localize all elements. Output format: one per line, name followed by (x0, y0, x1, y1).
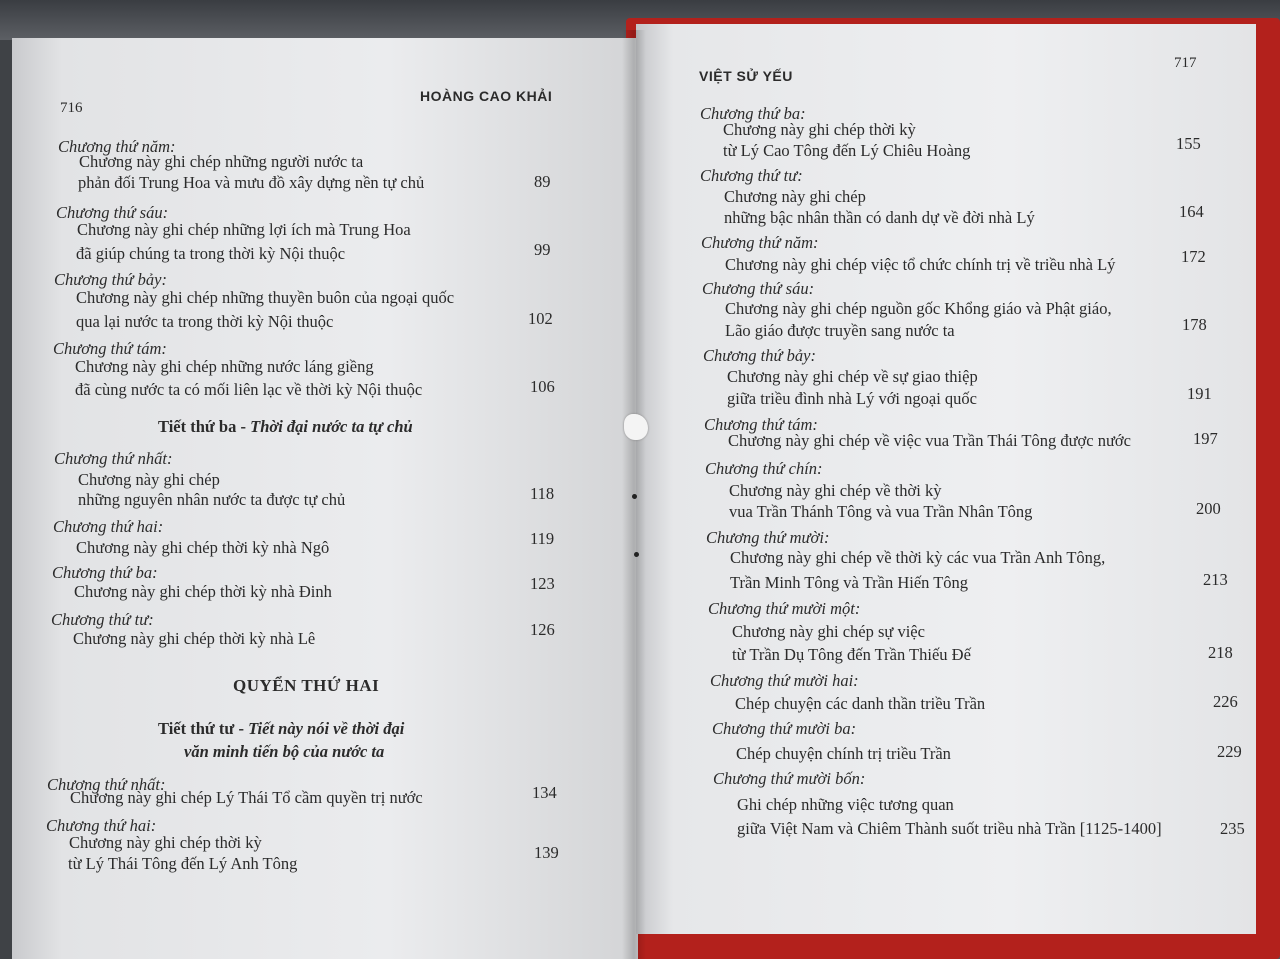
page-ref: 102 (528, 309, 553, 328)
chapter-heading: Chương thứ sáu: (702, 279, 815, 298)
book-heading: QUYỂN THỨ HAI (233, 676, 380, 695)
entry-line: qua lại nước ta trong thời kỳ Nội thuộc (76, 312, 334, 331)
entry-line: Chương này ghi chép về thời kỳ các vua Trần Anh Tông, (730, 548, 1106, 567)
entry-line: Chương này ghi chép về sự giao thiệp (727, 367, 978, 386)
page-ref: 126 (530, 620, 555, 639)
page-ref: 226 (1213, 692, 1238, 711)
chapter-heading: Chương thứ tám: (53, 339, 167, 358)
torn-spine-hole (624, 414, 648, 440)
entry-line: Lão giáo được truyền sang nước ta (725, 321, 955, 340)
page-number-right: 717 (1174, 55, 1197, 71)
chapter-heading: Chương thứ tư: (700, 166, 803, 185)
entry-line: những nguyên nhân nước ta được tự chủ (78, 490, 346, 509)
entry-line: Chương này ghi chép thời kỳ (723, 120, 916, 139)
right-page (636, 24, 1256, 934)
entry-line: vua Trần Thánh Tông và vua Trần Nhân Tông (729, 502, 1033, 521)
page-ref: 213 (1203, 570, 1228, 589)
chapter-heading: Chương thứ nhất: (54, 449, 173, 468)
section-prefix: Tiết thứ ba - (158, 417, 251, 436)
entry-line: đã giúp chúng ta trong thời kỳ Nội thuộc (76, 244, 346, 263)
chapter-heading: Chương thứ năm: (701, 233, 819, 252)
entry-line: đã cùng nước ta có mối liên lạc về thời kỳ Nội thuộc (75, 380, 423, 399)
entry-line: Chương này ghi chép những nước láng giềng (75, 357, 374, 376)
entry-line: Chương này ghi chép những lợi ích mà Trung Hoa (77, 220, 411, 239)
chapter-heading: Chương thứ ba: (700, 104, 806, 123)
entry-line: Chương này ghi chép thời kỳ (69, 833, 262, 852)
chapter-heading: Chương thứ mười một: (708, 599, 861, 618)
page-ref: 123 (530, 574, 555, 593)
page-ref: 155 (1176, 134, 1201, 153)
chapter-heading: Chương thứ tư: (51, 610, 154, 629)
chapter-heading: Chương thứ bảy: (703, 346, 816, 365)
page-ref: 200 (1196, 499, 1221, 518)
page-ref: 119 (530, 529, 555, 548)
entry-line: những bậc nhân thần có danh dự về đời nhà Lý (724, 208, 1035, 227)
left-page (12, 38, 638, 959)
entry-line: Ghi chép những việc tương quan (737, 795, 954, 814)
chapter-heading: Chương thứ bảy: (54, 270, 167, 289)
entry-line: Chương này ghi chép (78, 470, 220, 489)
page-ref: 99 (534, 240, 551, 259)
page-ref: 172 (1181, 247, 1206, 266)
binding-hole (634, 552, 639, 557)
entry-line: Chương này ghi chép về thời kỳ (729, 481, 942, 500)
chapter-heading: Chương thứ năm: (58, 137, 176, 156)
page-ref: 197 (1193, 429, 1218, 448)
chapter-heading: Chương thứ sáu: (56, 203, 169, 222)
section-title: Tiết này nói về thời đại (248, 719, 405, 738)
page-ref: 134 (532, 783, 557, 802)
page-ref: 89 (534, 172, 551, 191)
entry-line: phản đối Trung Hoa và mưu đồ xây dựng nền tự chủ (78, 173, 425, 192)
entry-line: từ Trần Dụ Tông đến Trần Thiếu Đế (732, 645, 971, 664)
chapter-heading: Chương thứ tám: (704, 415, 818, 434)
entry-line: Chương này ghi chép những người nước ta (79, 152, 364, 171)
chapter-heading: Chương thứ hai: (53, 517, 164, 536)
chapter-heading: Chương thứ nhất: (47, 775, 166, 794)
chapter-heading: Chương thứ hai: (46, 816, 157, 835)
chapter-heading: Chương thứ mười hai: (710, 671, 859, 690)
page-ref: 229 (1217, 742, 1242, 761)
entry-line: Trần Minh Tông và Trần Hiến Tông (730, 573, 969, 592)
page-ref: 191 (1187, 384, 1212, 403)
entry-line: Chép chuyện chính trị triều Trần (736, 744, 951, 763)
page-ref: 164 (1179, 202, 1204, 221)
entry-line: Chương này ghi chép sự việc (732, 622, 925, 641)
entry-line: Chương này ghi chép thời kỳ nhà Lê (73, 629, 316, 648)
chapter-heading: Chương thứ mười: (706, 528, 830, 547)
entry-line: Chương này ghi chép (724, 187, 866, 206)
entry-line: Chương này ghi chép thời kỳ nhà Đinh (74, 582, 332, 601)
running-header-left: HOÀNG CAO KHẢI (420, 88, 553, 104)
entry-line: Chương này ghi chép việc tổ chức chính trị về triều nhà Lý (725, 255, 1116, 274)
entry-line: Chương này ghi chép Lý Thái Tổ cầm quyền trị nước (70, 788, 423, 807)
page-ref: 118 (530, 484, 555, 503)
chapter-heading: Chương thứ mười ba: (712, 719, 857, 738)
entry-line: Chương này ghi chép về việc vua Trần Thái Tông được nước (728, 431, 1131, 450)
entry-line: Chương này ghi chép thời kỳ nhà Ngô (76, 538, 330, 557)
page-ref: 178 (1182, 315, 1207, 334)
binding-hole (632, 494, 637, 499)
page-ref: 218 (1208, 643, 1233, 662)
section-prefix: Tiết thứ tư - (158, 719, 249, 738)
section-heading (158, 417, 413, 437)
entry-line: từ Lý Thái Tông đến Lý Anh Tông (68, 854, 298, 873)
chapter-heading: Chương thứ chín: (705, 459, 823, 478)
entry-line: giữa triều đình nhà Lý với ngoại quốc (727, 389, 977, 408)
page-ref: 139 (534, 843, 559, 862)
entry-line: từ Lý Cao Tông đến Lý Chiêu Hoàng (723, 141, 971, 160)
chapter-heading: Chương thứ ba: (52, 563, 158, 582)
page-ref: 106 (530, 377, 555, 396)
entry-line: Chép chuyện các danh thần triều Trần (735, 694, 986, 713)
section-heading (158, 719, 404, 739)
chapter-heading: Chương thứ mười bốn: (713, 769, 866, 788)
entry-line: Chương này ghi chép nguồn gốc Khổng giáo và Phật giáo, (725, 299, 1112, 318)
section-title: Thời đại nước ta tự chủ (250, 417, 413, 436)
running-header-right: VIỆT SỬ YẾU (699, 68, 793, 84)
page-ref: 235 (1220, 819, 1245, 838)
entry-line: giữa Việt Nam và Chiêm Thành suốt triều nhà Trần [1125-1400] (737, 819, 1162, 838)
section-title-line2: văn minh tiến bộ của nước ta (184, 742, 385, 761)
entry-line: Chương này ghi chép những thuyền buôn của ngoại quốc (76, 288, 455, 307)
page-number-left: 716 (60, 100, 83, 116)
